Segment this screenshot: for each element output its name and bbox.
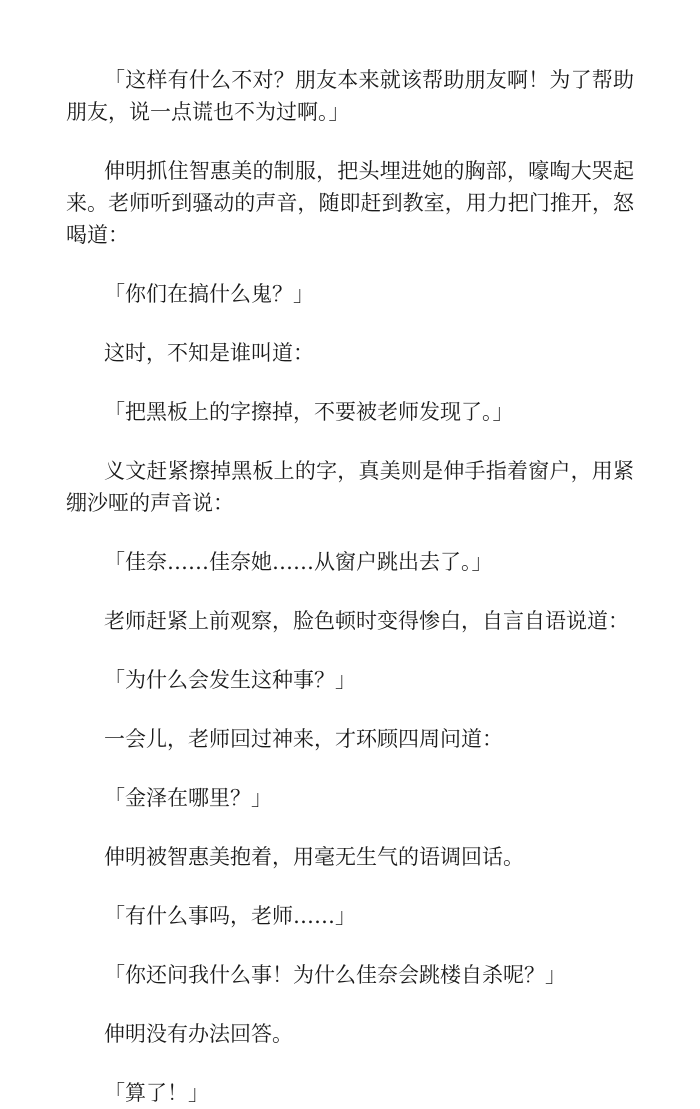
paragraph-15: 伸明没有办法回答。 [104,1022,293,1046]
paragraph-7: 「佳奈……佳奈她……从窗户跳出去了。」 [104,550,493,574]
paragraph-14: 「你还问我什么事！为什么佳奈会跳楼自杀呢？」 [104,963,566,987]
paragraph-11: 「金泽在哪里？」 [104,786,272,810]
paragraph-2: 伸明抓住智惠美的制服，把头埋进她的胸部，嚎啕大哭起来。老师听到骚动的声音，随即赶到教室，用力把门推开，怒喝道： [66,159,634,247]
paragraph-9: 「为什么会发生这种事？」 [104,668,356,692]
paragraph-1: 「这样有什么不对？朋友本来就该帮助朋友啊！为了帮助朋友，说一点谎也不为过啊。」 [66,68,634,124]
paragraph-16: 「算了！」 [104,1081,209,1105]
paragraph-12: 伸明被智惠美抱着，用毫无生气的语调回话。 [104,845,524,869]
paragraph-6: 义文赶紧擦掉黑板上的字，真美则是伸手指着窗户，用紧绷沙哑的声音说： [66,459,634,515]
paragraph-4: 这时，不知是谁叫道： [104,341,314,365]
paragraph-8: 老师赶紧上前观察，脸色顿时变得惨白，自言自语说道： [104,609,629,633]
paragraph-13: 「有什么事吗，老师……」 [104,904,356,928]
paragraph-3: 「你们在搞什么鬼？」 [104,282,314,306]
paragraph-5: 「把黑板上的字擦掉，不要被老师发现了。」 [104,400,514,424]
paragraph-10: 一会儿，老师回过神来，才环顾四周问道： [104,727,503,751]
